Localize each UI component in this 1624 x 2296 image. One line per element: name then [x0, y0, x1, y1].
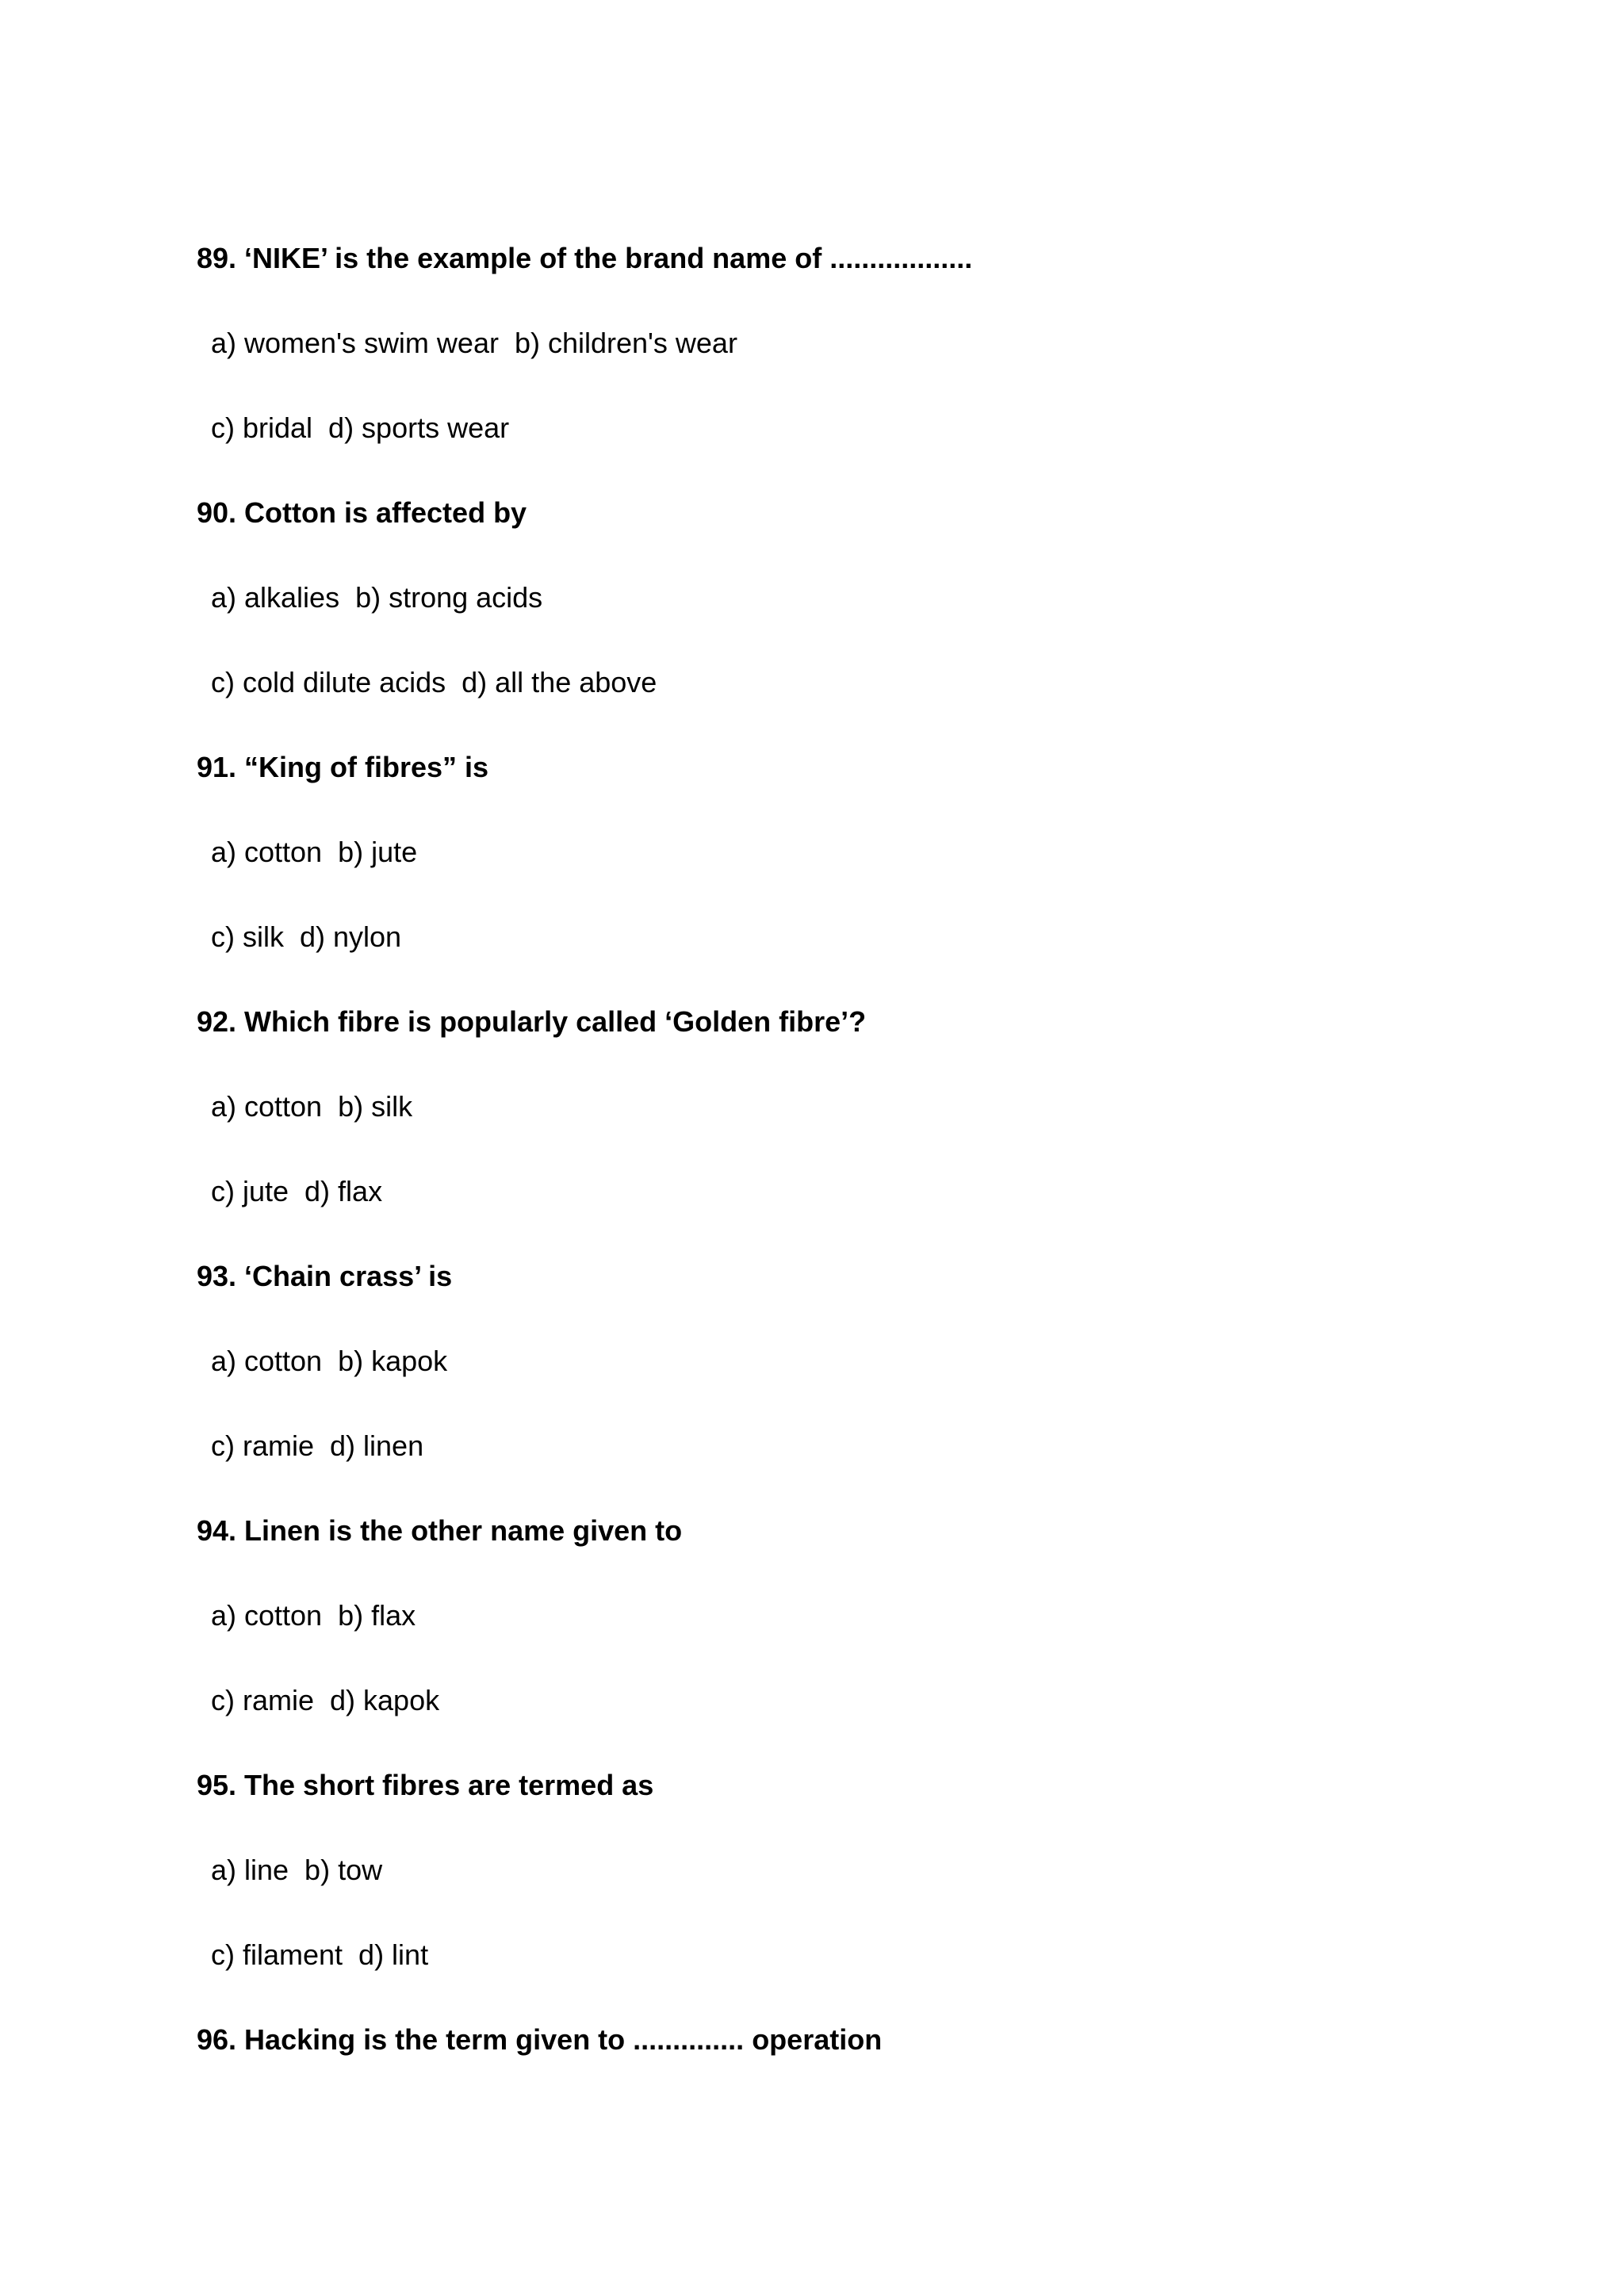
question-91: 91. “King of fibres” is [197, 751, 489, 783]
question-95-options-cd: c) filament d) lint [211, 1938, 429, 1971]
question-93-options-cd: c) ramie d) linen [211, 1429, 424, 1462]
question-93: 93. ‘Chain crass’ is [197, 1260, 453, 1292]
question-90-options-cd: c) cold dilute acids d) all the above [211, 666, 657, 698]
question-92-options-ab: a) cotton b) silk [211, 1090, 413, 1123]
question-90-options-ab: a) alkalies b) strong acids [211, 581, 543, 614]
question-94-options-ab: a) cotton b) flax [211, 1599, 416, 1632]
question-93-options-ab: a) cotton b) kapok [211, 1345, 448, 1377]
question-89: 89. ‘NIKE’ is the example of the brand name of .................. [197, 242, 973, 274]
question-95-options-ab: a) line b) tow [211, 1854, 383, 1886]
question-94-options-cd: c) ramie d) kapok [211, 1684, 440, 1716]
question-89-options-ab: a) women's swim wear b) children's wear [211, 327, 737, 359]
question-95: 95. The short fibres are termed as [197, 1769, 654, 1801]
question-96: 96. Hacking is the term given to .............. operation [197, 2023, 883, 2056]
question-90: 90. Cotton is affected by [197, 496, 527, 529]
question-92: 92. Which fibre is popularly called ‘Golden fibre’? [197, 1005, 867, 1038]
question-91-options-ab: a) cotton b) jute [211, 836, 418, 868]
question-91-options-cd: c) silk d) nylon [211, 920, 402, 953]
question-89-options-cd: c) bridal d) sports wear [211, 411, 510, 444]
question-94: 94. Linen is the other name given to [197, 1514, 683, 1547]
question-92-options-cd: c) jute d) flax [211, 1175, 383, 1207]
